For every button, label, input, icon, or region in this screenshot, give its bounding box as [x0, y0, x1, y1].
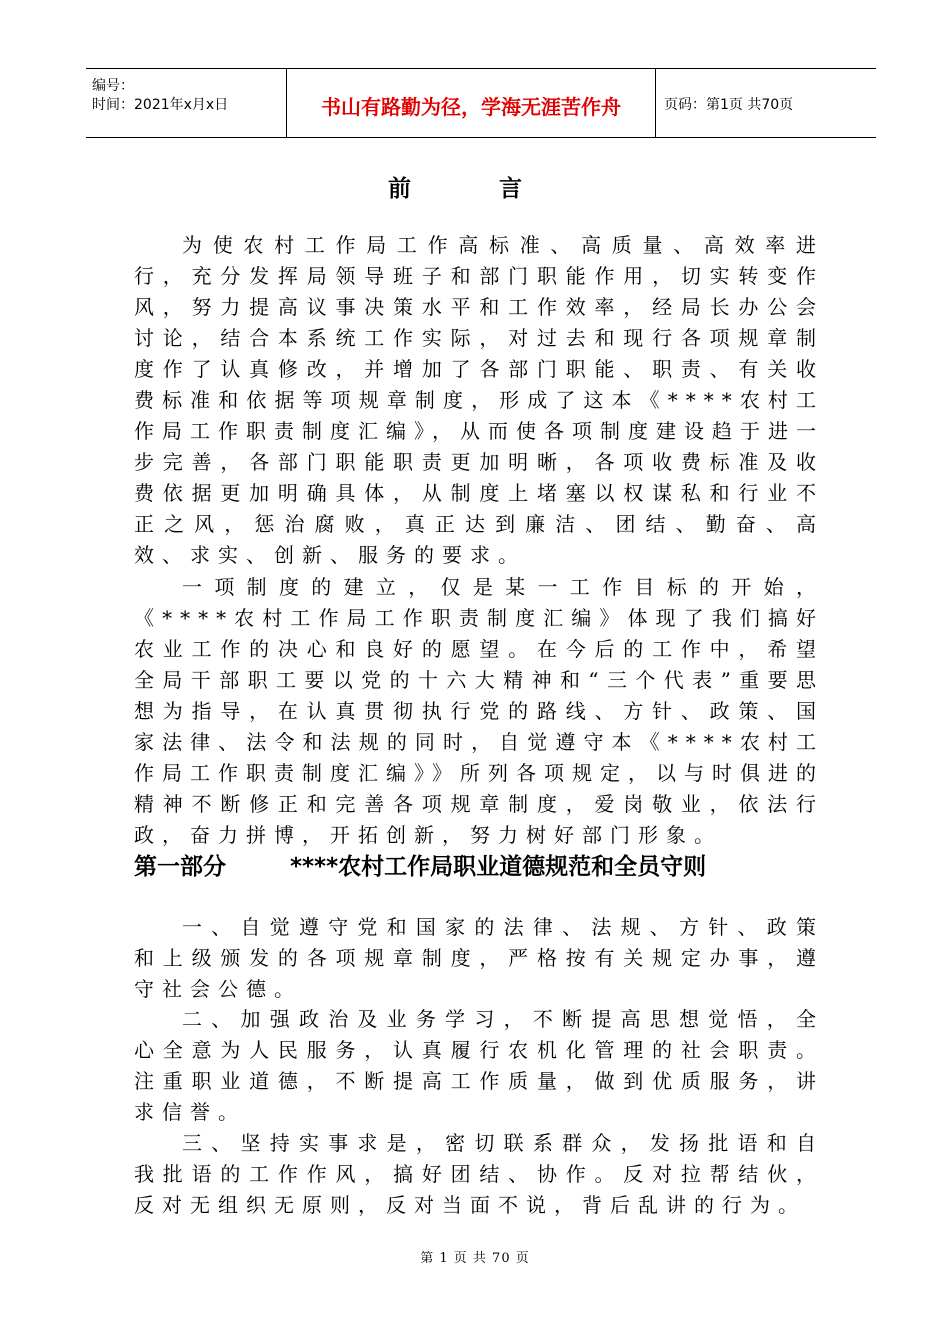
preface-paragraph-2: 一项制度的建立，仅是某一工作目标的开始，《****农村工作局工作职责制度汇编》体现了我们搞好农业工作的决心和良好的愿望。在今后的工作中，希望全局干部职工要以党的十六大精神和“三个代表”重要思想为指导，在认真贯彻执行党的路线、方针、政策、国家法律、法令和法规的同时，自觉遵守本《****农村工作局工作职责制度汇编》》所列各项规定，以与时俱进的精神不断修正和完善各项规章制度，爱岗敬业，依法行政，奋力拼博，开拓创新，努力树好部门形象。	[134, 575, 824, 847]
header-motto-cell	[286, 69, 656, 137]
section-heading	[134, 848, 834, 881]
header-table	[86, 68, 876, 138]
document-number-label: 编号：	[92, 78, 134, 94]
header-page-cell	[656, 69, 876, 137]
section-heading-text: ****农村工作局职业道德规范和全员守则	[290, 854, 707, 880]
section-part-label: 第一部分	[134, 854, 226, 880]
page-title: 前 言	[387, 176, 562, 202]
header-motto: 书山有路勤为径，学海无涯苦作舟	[321, 95, 621, 119]
page-footer: 第 1 页 共 70 页	[420, 1251, 530, 1266]
rule-paragraph-1: 一、自觉遵守党和国家的法律、法规、方针、政策和上级颁发的各项规章制度，严格按有关规定办事，遵守社会公德。	[134, 915, 824, 1001]
preface-paragraph-1: 为使农村工作局工作高标准、高质量、高效率进行，充分发挥局领导班子和部门职能作用，切实转变作风，努力提高议事决策水平和工作效率，经局长办公会讨论，结合本系统工作实际，对过去和现行各项规章制度作了认真修改，并增加了各部门职能、职责、有关收费标准和依据等项规章制度，形成了这本《****农村工作局工作职责制度汇编》，从而使各项制度建设趋于进一步完善，各部门职能职责更加明晰，各项收费标准及收费依据更加明确具体，从制度上堵塞以权谋私和行业不正之风，惩治腐败，真正达到廉洁、团结、勤奋、高效、求实、创新、服务的要求。	[134, 233, 824, 567]
header-meta-cell	[86, 69, 286, 137]
rule-paragraph-2: 二、加强政治及业务学习，不断提高思想觉悟，全心全意为人民服务，认真履行农机化管理的社会职责。注重职业道德，不断提高工作质量，做到优质服务，讲求信誉。	[134, 1007, 824, 1124]
document-time-label: 时间：2021年x月x日	[92, 97, 229, 113]
header-page-info: 页码：第1页 共70页	[664, 97, 794, 113]
rule-paragraph-3: 三、坚持实事求是，密切联系群众，发扬批语和自我批语的工作作风，搞好团结、协作。反对拉帮结伙，反对无组织无原则，反对当面不说，背后乱讲的行为。	[134, 1131, 824, 1217]
